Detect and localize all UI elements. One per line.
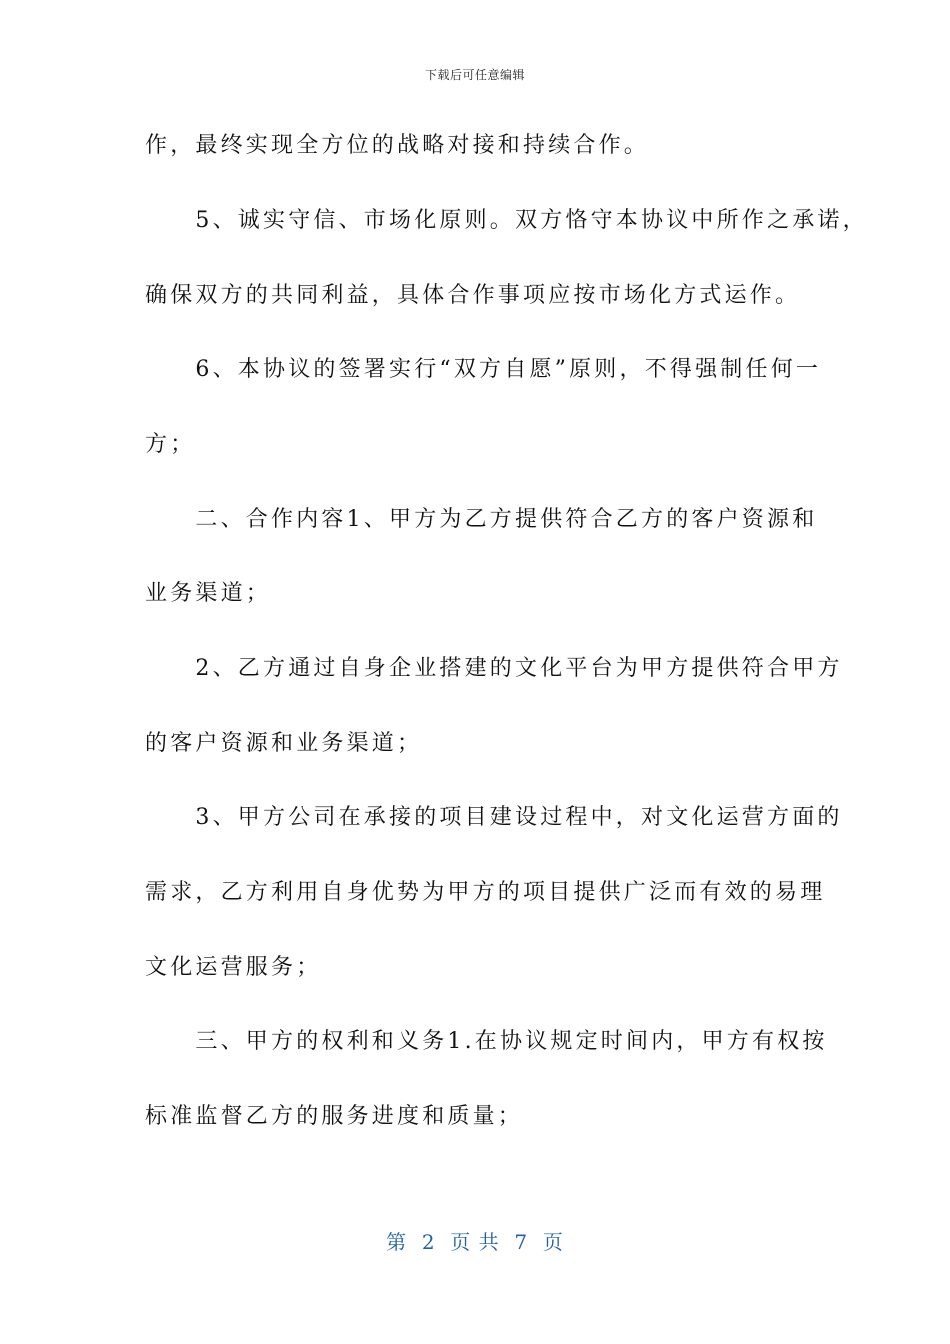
paragraph-line: 2、乙方通过自身企业搭建的文化平台为甲方提供符合甲方 bbox=[145, 656, 843, 681]
paragraph-line: 方； bbox=[145, 432, 196, 457]
paragraph-line: 业务渠道； bbox=[145, 581, 272, 606]
paragraph-line: 确保双方的共同利益，具体合作事项应按市场化方式运作。 bbox=[145, 283, 801, 308]
paragraph-line: 标准监督乙方的服务进度和质量； bbox=[145, 1104, 524, 1129]
paragraph-line: 二、合作内容1、甲方为乙方提供符合乙方的客户资源和 bbox=[145, 507, 818, 532]
paragraph-line: 文化运营服务； bbox=[145, 955, 322, 980]
paragraph-line: 5、诚实守信、市场化原则。双方恪守本协议中所作之承诺， bbox=[145, 208, 868, 233]
paragraph-line: 三、甲方的权利和义务1.在协议规定时间内，甲方有权按 bbox=[145, 1029, 828, 1054]
paragraph-line: 需求，乙方利用自身优势为甲方的项目提供广泛而有效的易理 bbox=[145, 880, 826, 905]
paragraph-line: 作，最终实现全方位的战略对接和持续合作。 bbox=[145, 133, 650, 158]
page-header: 下载后可任意编辑 bbox=[424, 68, 525, 82]
paragraph-line: 3、甲方公司在承接的项目建设过程中，对文化运营方面的 bbox=[145, 805, 843, 830]
page-number-footer: 第 2 页 共 7 页 bbox=[386, 1230, 564, 1254]
paragraph-line: 6、本协议的签署实行“双方自愿”原则，不得强制任何一 bbox=[145, 357, 822, 382]
paragraph-line: 的客户资源和业务渠道； bbox=[145, 731, 423, 756]
